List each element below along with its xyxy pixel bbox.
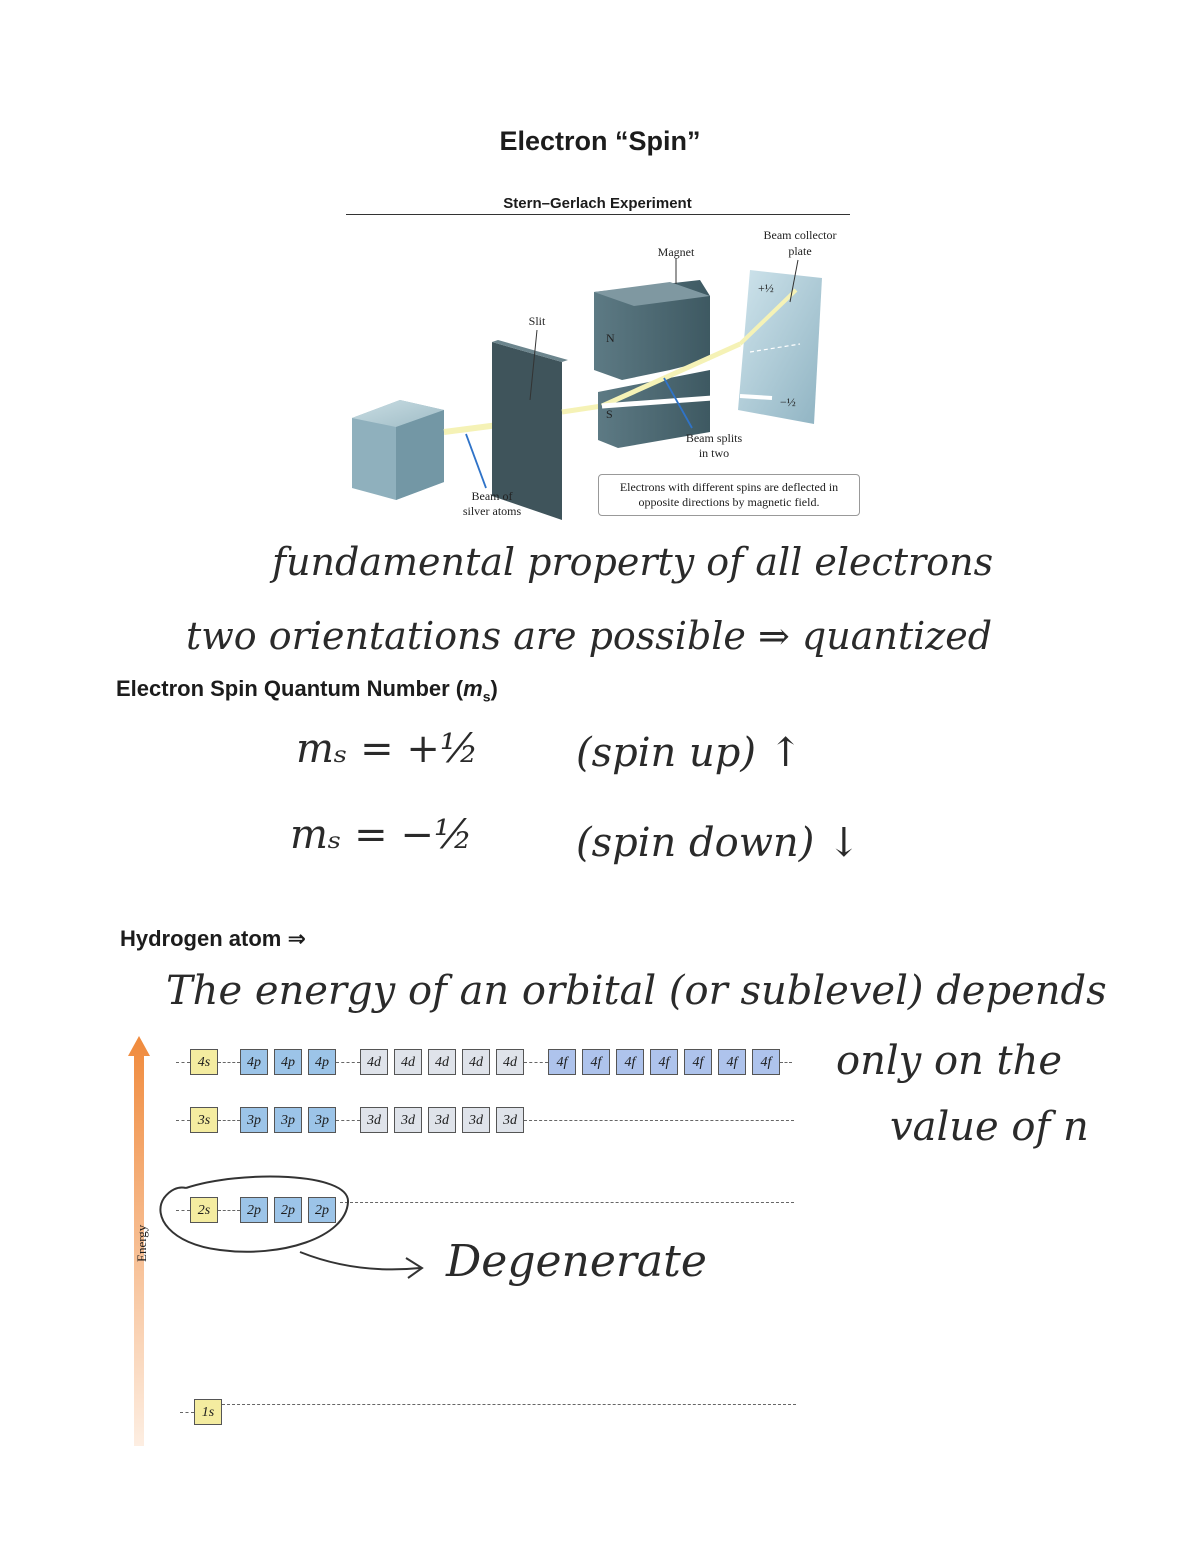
collector-label-line2: plate: [788, 244, 812, 258]
spin-heading: Electron Spin Quantum Number $(m_s)$: [116, 676, 498, 705]
orbital-4f-1: 4f: [548, 1049, 576, 1075]
minus-half-label: −½: [780, 395, 796, 409]
spin-up-note: (spin up) ↑: [576, 730, 803, 776]
collector-label-line1: Beam collector: [763, 228, 837, 242]
page-title: Electron “Spin”: [499, 126, 701, 156]
orbital-4d-1: 4d: [360, 1049, 388, 1075]
orbital-3p-2: 3p: [274, 1107, 302, 1133]
hydrogen-note-line-2: only on the: [836, 1038, 1063, 1084]
collector-plate: [738, 270, 822, 424]
hydrogen-note-line-3: value of n: [890, 1104, 1089, 1150]
orbital-4f-2: 4f: [582, 1049, 610, 1075]
orbital-2s: 2s: [190, 1197, 218, 1223]
orbital-3p-1: 3p: [240, 1107, 268, 1133]
plus-half-label: +½: [758, 281, 774, 295]
slit-label: Slit: [528, 314, 546, 328]
spin-up-equation: mₛ = +½: [296, 726, 479, 772]
orbital-4f-4: 4f: [650, 1049, 678, 1075]
orbital-4f-7: 4f: [752, 1049, 780, 1075]
orbital-4p-2: 4p: [274, 1049, 302, 1075]
orbital-3p-3: 3p: [308, 1107, 336, 1133]
orbital-2p-1: 2p: [240, 1197, 268, 1223]
orbital-3d-2: 3d: [394, 1107, 422, 1133]
beam-splits-label-line2: in two: [698, 446, 730, 460]
orbital-4d-3: 4d: [428, 1049, 456, 1075]
silver-source-block: [352, 400, 444, 500]
orbital-4f-5: 4f: [684, 1049, 712, 1075]
orbital-1s: 1s: [194, 1399, 222, 1425]
magnet-label: Magnet: [657, 245, 695, 259]
orbital-4d-4: 4d: [462, 1049, 490, 1075]
spin-down-note: (spin down) ↓: [576, 820, 861, 866]
magnet-south-label: S: [606, 407, 613, 421]
orbital-3d-5: 3d: [496, 1107, 524, 1133]
orbital-4d-5: 4d: [496, 1049, 524, 1075]
spin-down-equation: mₛ = −½: [290, 812, 473, 858]
degenerate-label: Degenerate: [446, 1236, 707, 1287]
orbital-4f-6: 4f: [718, 1049, 746, 1075]
orbital-4d-2: 4d: [394, 1049, 422, 1075]
beam-after-slit: [562, 406, 602, 412]
orbital-3d-1: 3d: [360, 1107, 388, 1133]
hydrogen-note-line-1: The energy of an orbital (or sublevel) depends: [166, 968, 1107, 1014]
degenerate-circle-annotation: [150, 1168, 440, 1298]
figure-title-rule: [346, 214, 850, 215]
orbital-2p-3: 2p: [308, 1197, 336, 1223]
note-line-2: two orientations are possible ⇒ quantized: [186, 614, 993, 658]
orbital-2p-2: 2p: [274, 1197, 302, 1223]
beam-source-label-line1: Beam of: [471, 489, 513, 503]
figure-caption: Electrons with different spins are deflected in opposite directions by magnetic field.: [598, 474, 860, 516]
orbital-4f-3: 4f: [616, 1049, 644, 1075]
orbital-3d-4: 3d: [462, 1107, 490, 1133]
hydrogen-heading: Hydrogen atom ⇒: [120, 926, 306, 951]
beam-source-pointer: [466, 434, 486, 488]
beam-splits-label-line1: Beam splits: [685, 431, 743, 445]
beam-source-label-line2: silver atoms: [462, 504, 522, 518]
orbital-4p-3: 4p: [308, 1049, 336, 1075]
note-line-1: fundamental property of all electrons: [272, 540, 994, 584]
energy-axis-label: Energy: [134, 1224, 149, 1262]
orbital-4p-1: 4p: [240, 1049, 268, 1075]
figure-title: Stern–Gerlach Experiment: [503, 195, 692, 212]
magnet-north-label: N: [606, 331, 615, 345]
orbital-3s: 3s: [190, 1107, 218, 1133]
orbital-4s: 4s: [190, 1049, 218, 1075]
orbital-3d-3: 3d: [428, 1107, 456, 1133]
